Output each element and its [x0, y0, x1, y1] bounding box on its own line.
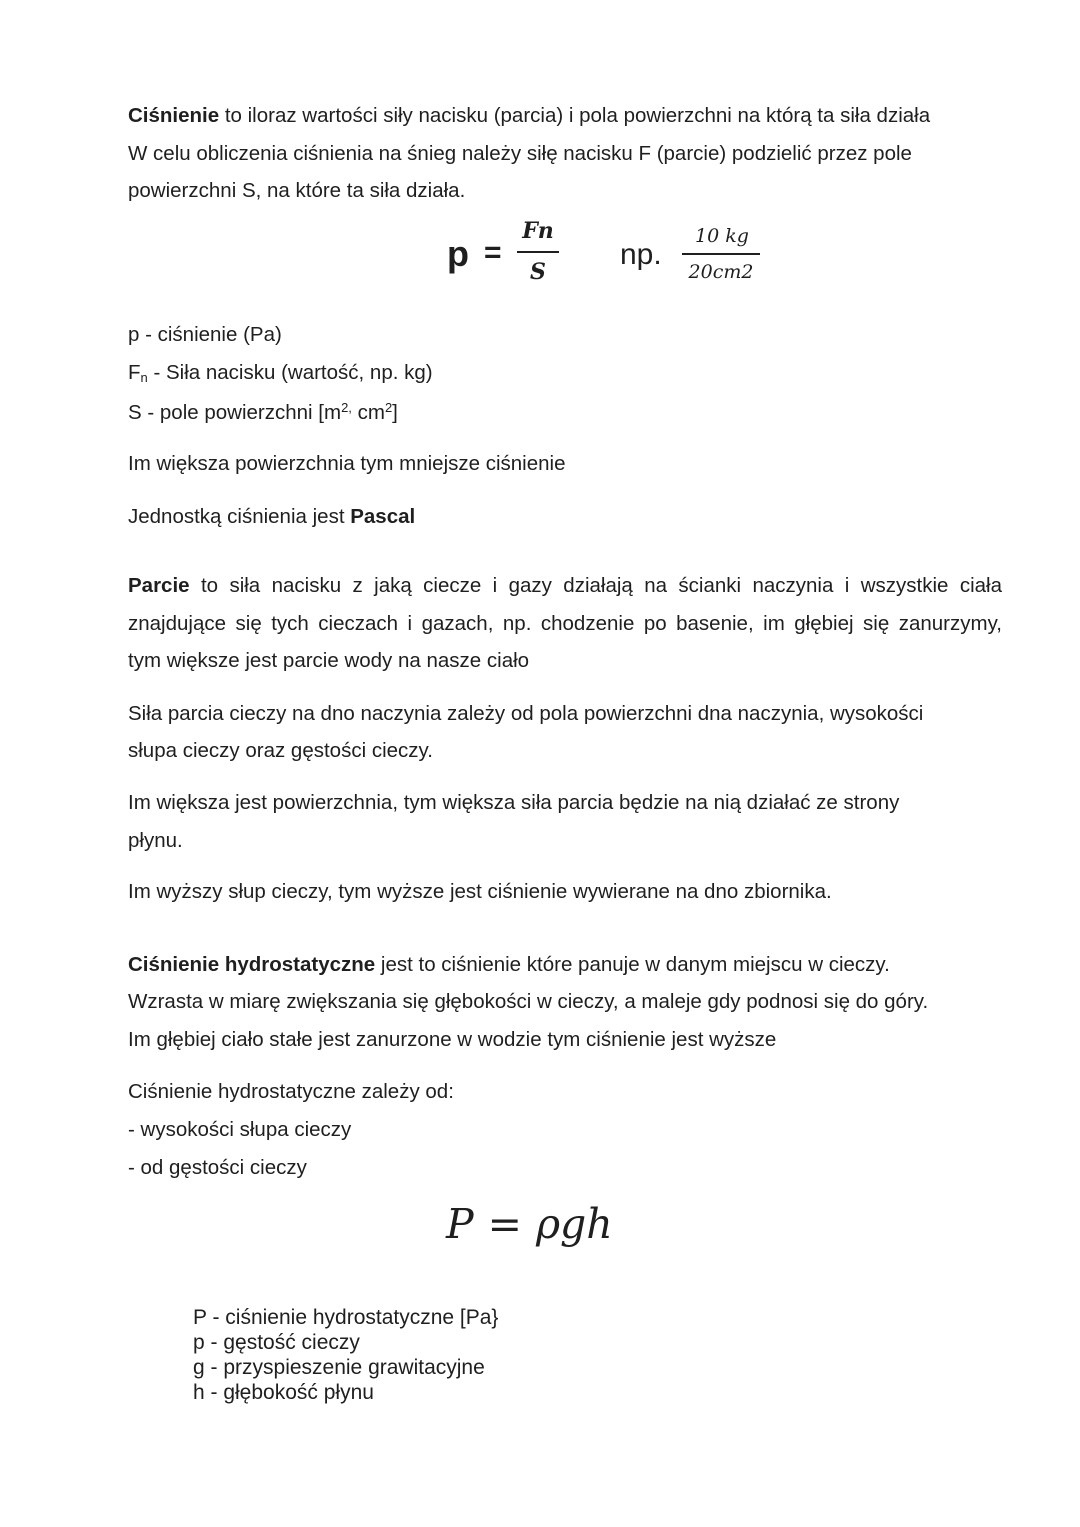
legend-s-text: ] — [392, 401, 398, 424]
formula-lhs: p — [447, 233, 469, 274]
definition-hydrostatic — [128, 955, 890, 976]
formula-lhs: P — [446, 1200, 474, 1248]
legend-s — [128, 401, 398, 424]
list-item: - wysokości słupa cieczy — [128, 1118, 352, 1141]
text-line: Im wyższy słup cieczy, tym wyższe jest ciśnienie wywierane na dno zbiornika. — [128, 880, 832, 903]
formula-equals: = — [484, 236, 502, 269]
text-line: Im większa jest powierzchnia, tym większa siła parcia będzie na nią działać ze strony — [128, 791, 900, 814]
text-line: słupa cieczy oraz gęstości cieczy. — [128, 739, 433, 762]
fraction-bar — [517, 251, 559, 253]
example-numerator: 10 kg — [695, 225, 749, 247]
hydrostatic-formula — [446, 1200, 613, 1248]
legend-rho: p - gęstość cieczy — [193, 1331, 360, 1354]
definition-thrust — [128, 576, 1002, 597]
definition-pressure-text: to iloraz wartości siły nacisku (parcia) i pola powierzchni na którą ta siła działa — [219, 104, 931, 127]
text-line: płynu. — [128, 829, 183, 852]
depends-title: Ciśnienie hydrostatyczne zależy od: — [128, 1080, 454, 1103]
legend-p: p - ciśnienie (Pa) — [128, 323, 282, 346]
legend-s-sup: 2 — [384, 400, 393, 415]
text-line: Im głębiej ciało stałe jest zanurzone w wodzie tym ciśnienie jest wyższe — [128, 1028, 777, 1051]
legend-g: g - przyspieszenie grawitacyjne — [193, 1356, 485, 1379]
note-bigger-area: Im większa powierzchnia tym mniejsze ciśnienie — [128, 452, 566, 475]
legend-fn-text: - Siła nacisku (wartość, np. kg) — [147, 361, 433, 384]
definition-hydrostatic-text: jest to ciśnienie które panuje w danym miejscu w cieczy. — [375, 953, 890, 976]
note-unit-prefix: Jednostką ciśnienia jest — [128, 505, 351, 528]
legend-s-sup: 2, — [341, 400, 352, 415]
definition-pressure — [128, 106, 930, 127]
formula-rhs: ρgh — [535, 1200, 613, 1248]
legend-fn-subscript: n — [140, 370, 148, 385]
note-unit — [128, 507, 415, 528]
text-line: W celu obliczenia ciśnienia na śnieg należy siłę nacisku F (parcie) podzielić przez pole — [128, 142, 912, 165]
legend-P: P - ciśnienie hydrostatyczne [Pa} — [193, 1306, 499, 1329]
formula-numerator: Fn — [522, 218, 554, 244]
legend-s-text: cm — [351, 401, 385, 424]
term-thrust: Parcie — [128, 574, 190, 597]
text-line: Siła parcia cieczy na dno naczynia zależy od pola powierzchni dna naczynia, wysokości — [128, 702, 924, 725]
text-line: Wzrasta w miarę zwiększania się głębokości w cieczy, a maleje gdy podnosi się do góry. — [128, 990, 929, 1013]
unit-name: Pascal — [350, 505, 416, 528]
example-denominator: 20cm2 — [688, 261, 754, 283]
formula-denominator: S — [530, 259, 546, 285]
text-line: znajdujące się tych cieczach i gazach, np. chodzenie po basenie, im głębiej się zanurzymy, — [128, 612, 1002, 635]
definition-thrust-text: to siła nacisku z jaką ciecze i gazy działają na ścianki naczynia i wszystkie ciała — [189, 574, 1002, 597]
list-item: - od gęstości cieczy — [128, 1156, 307, 1179]
fraction-bar — [682, 253, 760, 255]
example-label: np. — [620, 238, 662, 271]
legend-fn-symbol: F — [128, 361, 141, 384]
term-pressure: Ciśnienie — [128, 104, 220, 127]
legend-fn — [128, 363, 433, 384]
term-hydrostatic: Ciśnienie hydrostatyczne — [128, 953, 376, 976]
legend-s-text: S - pole powierzchni [m — [128, 401, 342, 424]
formula-equals: = — [487, 1200, 522, 1248]
text-line: tym większe jest parcie wody na nasze ciało — [128, 649, 530, 672]
legend-h: h - głębokość płynu — [193, 1381, 374, 1404]
text-line: powierzchni S, na które ta siła działa. — [128, 179, 466, 202]
